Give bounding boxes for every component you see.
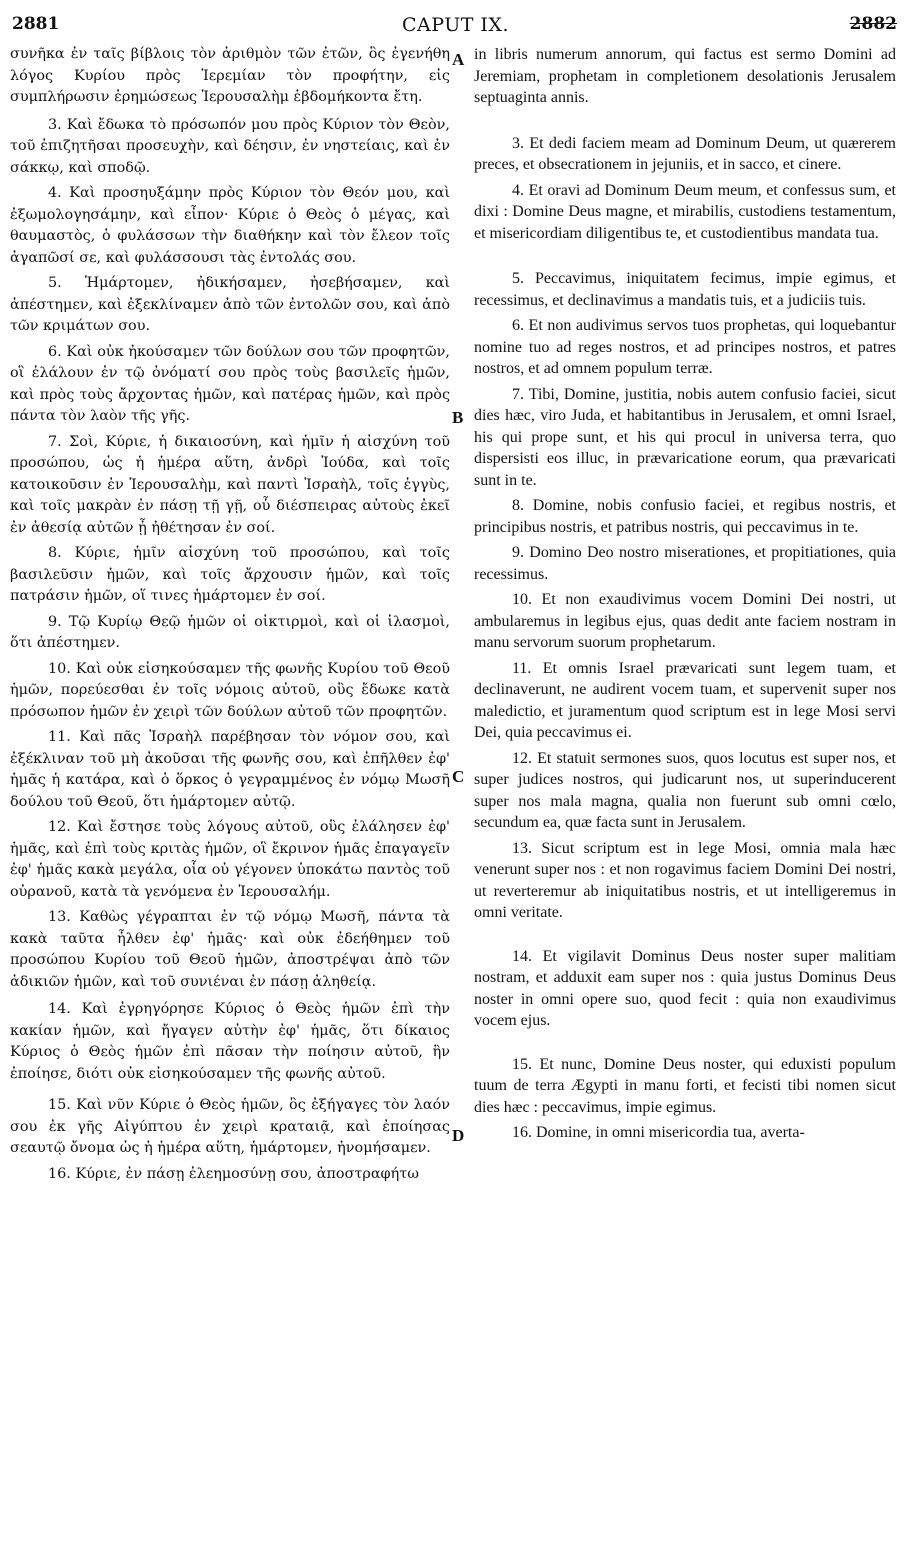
greek-verse-13: 13. Καθὼς γέγραπται ἐν τῷ νόμῳ Μωσῆ, πάντα τὰ κακὰ ταῦτα ἦλθεν ἐφ' ἡμᾶς· καὶ οὐκ ἐδεήθημεν τοῦ προσώπου Κυρίου τοῦ Θεοῦ ἡμῶν, ἀποστρέψαι ἀπὸ τῶν ἀδικιῶν ἡμῶν, καὶ τοῦ συνιέναι ἐν πάσῃ ἀληθείᾳ. — [10, 909, 450, 990]
latin-verse-6: 6. Et non audivimus servos tuos prophetas, qui loquebantur nomine tuo ad reges nostros, et ad principes nostros, et patres nostros, et ad omnem populum terræ. — [474, 317, 896, 377]
latin-verse-10: 10. Et non exaudivimus vocem Domini Dei nostri, ut ambularemus in legibus ejus, quas dedit ante faciem nostram in manu servorum suorum prophetarum. — [474, 591, 896, 651]
latin-verse-8: 8. Domine, nobis confusio faciei, et regibus nostris, et principibus nostris, et patribus nostris, qui peccavimus in te. — [474, 497, 896, 536]
latin-verse-14: 14. Et vigilavit Dominus Deus noster super malitiam nostram, et adduxit eam super nos : quia justus Dominus Deus noster in omni opere suo, quod fecit : quia non exaudivimus vocem ejus. — [474, 947, 896, 1029]
greek-verse-2: συνῆκα ἐν ταῖς βίβλοις τὸν ἀριθμὸν τῶν ἐτῶν, ὃς ἐγενήθη λόγος Κυρίου πρὸς Ἱερεμίαν τὸν προφήτην, εἰς συμπλήρωσιν ἐρημώσεως Ἱερουσαλὴμ ἑβδομήκοντα ἔτη. — [10, 46, 450, 105]
greek-verse-9: 9. Τῷ Κυρίῳ Θεῷ ἡμῶν οἱ οἰκτιρμοὶ, καὶ οἱ ἱλασμοὶ, ὅτι ἀπέστημεν. — [10, 613, 450, 651]
latin-verse-12: 12. Et statuit sermones suos, quos locutus est super nos, et super judices nostros, qui judicarunt nos, ut superinducerent super nos mala magna, qualia non fuerunt sub omni cœlo, secundum ea, quæ facta sunt in Jerusalem. — [474, 749, 896, 831]
greek-verse-12: 12. Καὶ ἔστησε τοὺς λόγους αὐτοῦ, οὓς ἐλάλησεν ἐφ' ἡμᾶς, καὶ ἐπὶ τοὺς κριτὰς ἡμῶν, οἳ ἔκρινον ἡμᾶς ἐπαγαγεῖν ἐφ' ἡμᾶς κακὰ μεγάλα, οἷα οὐ γέγονεν ὑποκάτω παντὸς τοῦ οὐρανοῦ, κατὰ τὰ γενόμενα ἐν Ἱερουσαλήμ. — [10, 819, 450, 900]
greek-verse-5: 5. Ἡμάρτομεν, ἠδικήσαμεν, ἠσεβήσαμεν, καὶ ἀπέστημεν, καὶ ἐξεκλίναμεν ἀπὸ τῶν ἐντολῶν σου, καὶ ἀπὸ τῶν κριμάτων σου. — [10, 275, 450, 334]
greek-verse-11: 11. Καὶ πᾶς Ἰσραὴλ παρέβησαν τὸν νόμον σου, καὶ ἐξέκλιναν τοῦ μὴ ἀκοῦσαι τῆς φωνῆς σου, καὶ ἐπῆλθεν ἐφ' ἡμᾶς ἡ κατάρα, καὶ ὁ ὅρκος ὁ γεγραμμένος ἐν νόμῳ Μωσῆ δούλου τοῦ Θεοῦ, ὅτι ἡμάρτομεν αὐτῷ. — [10, 729, 450, 810]
margin-marker-b: B — [452, 408, 464, 427]
latin-verse-4: 4. Et oravi ad Dominum Deum meum, et confessus sum, et dixi : Domine Deus magne, et mirabilis, custodiens testamentum, et misericordiam diligentibus te, et custodientibus mandata tua. — [474, 181, 896, 242]
margin-marker-a: A — [452, 50, 465, 69]
latin-verse-2: in libris numerum annorum, qui factus est sermo Domini ad Jeremiam, prophetam in completionem desolationis Jerusalem septuaginta annis. — [474, 46, 896, 106]
greek-verse-7: 7. Σοὶ, Κύριε, ἡ δικαιοσύνη, καὶ ἡμῖν ἡ αἰσχύνη τοῦ προσώπου, ὡς ἡ ἡμέρα αὕτη, ἀνδρὶ Ἰούδα, καὶ τοῖς κατοικοῦσιν ἐν Ἱερουσαλὴμ, καὶ παντὶ Ἰσραὴλ, τοῖς ἐγγὺς, καὶ τοῖς μακρὰν ἐν πάσῃ τῇ γῇ, οὗ διέσπειρας αὐτοὺς ἐκεῖ ἐν ἀθεσίᾳ αὐτῶν ᾗ ἠθέτησαν ἐν σοί. — [10, 433, 450, 536]
greek-verse-10: 10. Καὶ οὐκ εἰσηκούσαμεν τῆς φωνῆς Κυρίου τοῦ Θεοῦ ἡμῶν, πορεύεσθαι ἐν τοῖς νόμοις αὐτοῦ, οὓς ἔδωκε κατὰ πρόσωπον ἡμῶν ἐν χειρὶ τῶν δούλων αὐτοῦ τῶν προφητῶν. — [10, 660, 450, 720]
greek-verse-4: 4. Καὶ προσηυξάμην πρὸς Κύριον τὸν Θεόν μου, καὶ ἐξωμολογησάμην, καὶ εἶπον· Κύριε ὁ Θεὸς ὁ μέγας, καὶ θαυμαστὸς, ὁ φυλάσσων τὴν διαθήκην καὶ τὸν ἔλεον τοῖς ἀγαπῶσί σε, καὶ φυλάσσουσι τὰς ἐντολάς σου. — [10, 185, 450, 266]
margin-marker-c: C — [452, 767, 465, 786]
greek-column — [10, 44, 450, 1185]
latin-verse-7: 7. Tibi, Domine, justitia, nobis autem confusio faciei, sicut dies hæc, viro Juda, et habitantibus in Jerusalem, et omni Israel, his qui prope sunt, et his qui procul in universa terra, quo dispersisti eos illuc, in prævaricatione eorum, qua prævaricati sunt in te. — [474, 385, 896, 489]
latin-verse-13: 13. Sicut scriptum est in lege Mosi, omnia mala hæc venerunt super nos : et non rogavimus faciem Domini Dei nostri, ut reverteremur ab iniquitatibus nostris, et ut intelligeremus in omni veritate. — [474, 839, 896, 921]
greek-verse-15: 15. Καὶ νῦν Κύριε ὁ Θεὸς ἡμῶν, ὃς ἐξήγαγες τὸν λαόν σου ἐκ γῆς Αἰγύπτου ἐν χειρὶ κραταιᾷ, καὶ ἐποίησας σεαυτῷ ὄνομα ὡς ἡ ἡμέρα αὕτη, ἡμάρτομεν, ἠνομήσαμεν. — [10, 1097, 450, 1156]
greek-verse-16: 16. Κύριε, ἐν πάσῃ ἐλεημοσύνῃ σου, ἀποστραφήτω — [48, 1165, 419, 1182]
latin-verse-15: 15. Et nunc, Domine Deus noster, qui eduxisti populum tuum de terra Ægypti in manu forti, et fecisti tibi nomen sicut dies hæc : peccavimus, impie egimus. — [474, 1055, 896, 1116]
latin-verse-3: 3. Et dedi faciem meam ad Dominum Deum, ut quærerem preces, et obsecrationem in jejuniis, et in sacco, et cinere. — [474, 134, 896, 173]
latin-column — [474, 44, 896, 1144]
page-number-right: 2882 — [849, 14, 897, 34]
greek-verse-14: 14. Καὶ ἐγρηγόρησε Κύριος ὁ Θεὸς ἡμῶν ἐπὶ τὴν κακίαν ἡμῶν, καὶ ἤγαγεν αὐτὴν ἐφ' ἡμᾶς, ὅτι δίκαιος Κύριος ὁ Θεὸς ἡμῶν ἐπὶ πᾶσαν τὴν ποίησιν αὐτοῦ, ἣν ἐποίησε, διότι οὐκ εἰσηκούσαμεν τῆς φωνῆς αὐτοῦ. — [10, 1001, 450, 1082]
greek-verse-6: 6. Καὶ οὐκ ἠκούσαμεν τῶν δούλων σου τῶν προφητῶν, οἳ ἐλάλουν ἐν τῷ ὀνόματί σου πρὸς τοὺς βασιλεῖς ἡμῶν, καὶ πρὸς τοὺς ἄρχοντας ἡμῶν, καὶ πατέρας ἡμῶν, καὶ πρὸς πάντα τὸν λαὸν τῆς γῆς. — [10, 343, 450, 424]
greek-verse-3: 3. Καὶ ἔδωκα τὸ πρόσωπόν μου πρὸς Κύριον τὸν Θεὸν, τοῦ ἐπιζητῆσαι προσευχὴν, καὶ δέησιν, ἐν νηστείαις, καὶ ἐν σάκκῳ, καὶ σποδῷ. — [10, 116, 450, 176]
chapter-title: CAPUT IX. — [401, 14, 509, 36]
greek-verse-8: 8. Κύριε, ἡμῖν αἰσχύνη τοῦ προσώπου, καὶ τοῖς βασιλεῦσιν ἡμῶν, καὶ τοῖς ἄρχουσιν ἡμῶν, καὶ τοῖς πατράσιν ἡμῶν, οἵ τινες ἡμάρτομεν ἐν σοί. — [10, 545, 450, 604]
latin-verse-16: 16. Domine, in omni misericordia tua, averta- — [512, 1124, 805, 1141]
page-number-left: 2881 — [12, 14, 60, 34]
margin-marker-d: D — [452, 1126, 465, 1145]
latin-verse-9: 9. Domino Deo nostro miserationes, et propitiationes, quia recessimus. — [474, 544, 896, 583]
latin-verse-11: 11. Et omnis Israel prævaricati sunt legem tuam, et declinaverunt, ne audirent vocem tuam, et supervenit super nos maledictio, et juramentum quod scriptum est in lege Mosi servi Dei, quia peccavimus ei. — [474, 659, 896, 741]
latin-verse-5: 5. Peccavimus, iniquitatem fecimus, impie egimus, et recessimus, et declinavimus a mandatis tuis, et a judiciis tuis. — [474, 270, 896, 309]
page-header — [0, 14, 911, 40]
